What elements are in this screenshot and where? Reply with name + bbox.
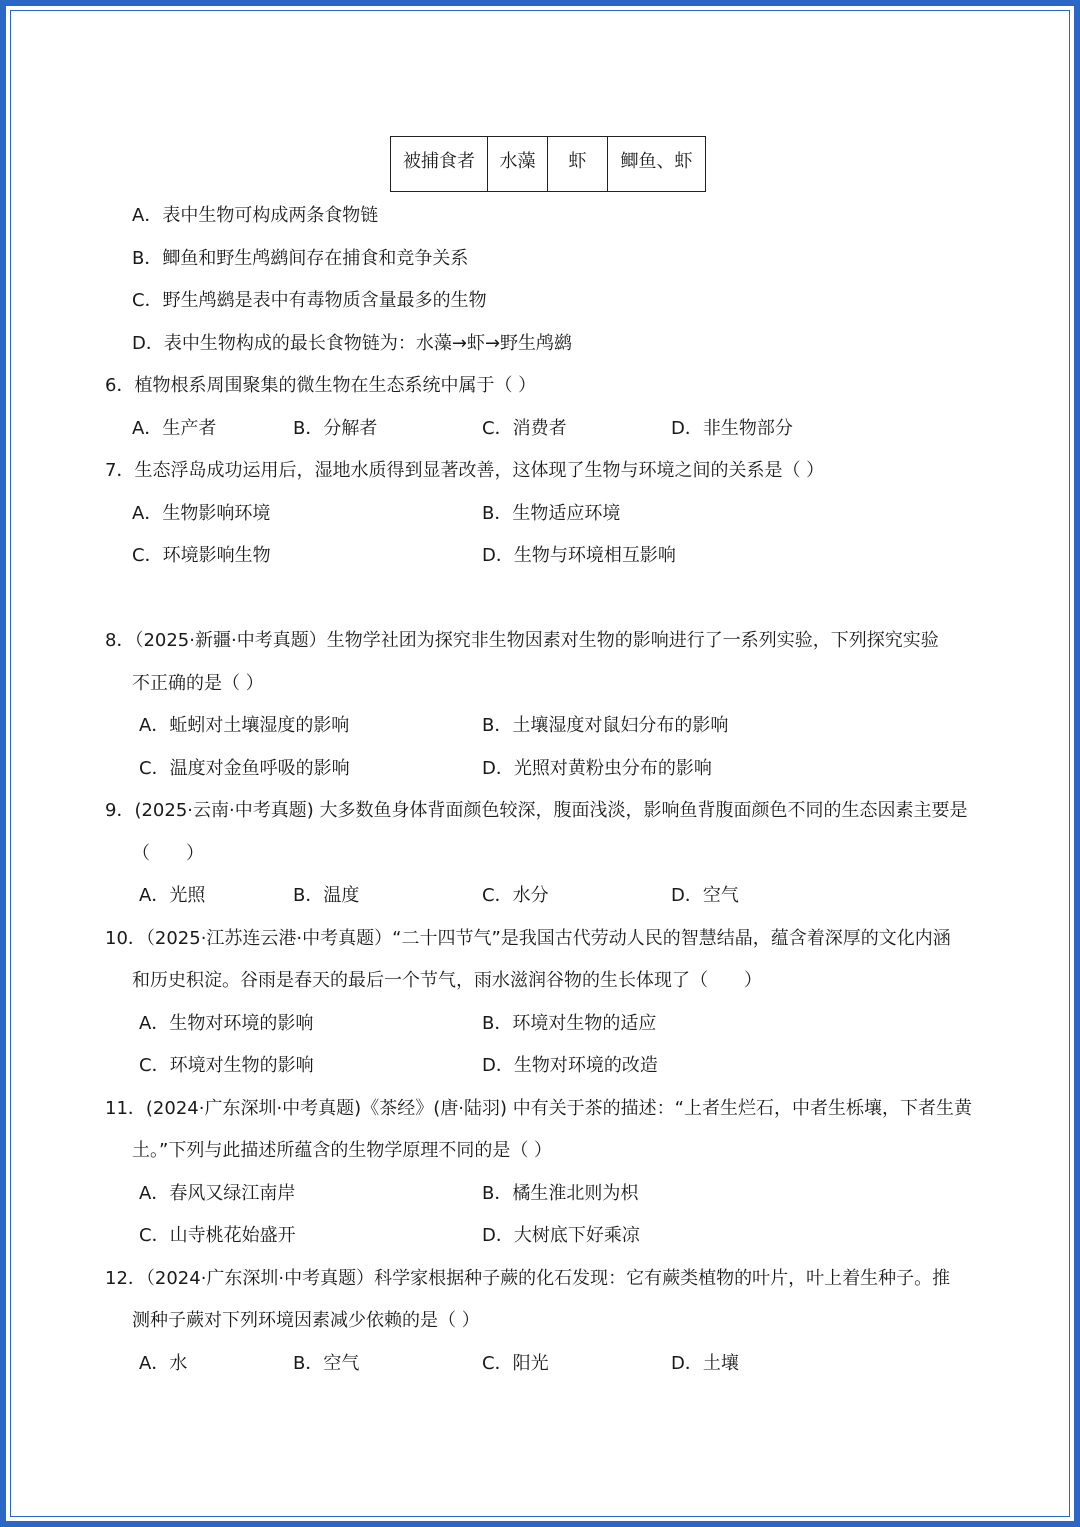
q8-option-a[interactable]: A．蚯蚓对土壤湿度的影响 bbox=[139, 715, 350, 736]
q11-option-c[interactable]: C．山寺桃花始盛开 bbox=[139, 1225, 296, 1246]
q8-stem-line2: 不正确的是（ ） bbox=[132, 673, 264, 694]
q7-stem: 7．生态浮岛成功运用后，湿地水质得到显著改善，这体现了生物与环境之间的关系是（ ） bbox=[105, 460, 825, 481]
q6-option-c[interactable]: C．消费者 bbox=[482, 418, 567, 439]
q12-stem-line1: 12．（2024·广东深圳·中考真题）科学家根据种子蕨的化石发现：它有蕨类植物的叶片，叶上着生种子。推 bbox=[105, 1268, 951, 1289]
q9-option-a[interactable]: A．光照 bbox=[139, 885, 206, 906]
q7-option-c[interactable]: C．环境影响生物 bbox=[132, 545, 271, 566]
q10-option-c[interactable]: C．环境对生物的影响 bbox=[139, 1055, 314, 1076]
q5-option-b[interactable]: B．鲫鱼和野生鸬鹚间存在捕食和竞争关系 bbox=[132, 248, 469, 269]
q10-option-d[interactable]: D．生物对环境的改造 bbox=[482, 1055, 658, 1076]
q8-option-b[interactable]: B．土壤湿度对鼠妇分布的影响 bbox=[482, 715, 729, 736]
q12-option-b[interactable]: B．空气 bbox=[293, 1353, 360, 1374]
q7-option-d[interactable]: D．生物与环境相互影响 bbox=[482, 545, 676, 566]
q8-option-c[interactable]: C．温度对金鱼呼吸的影响 bbox=[139, 758, 350, 779]
q9-option-d[interactable]: D．空气 bbox=[671, 885, 739, 906]
q11-stem-line2: 土。”下列与此描述所蕴含的生物学原理不同的是（ ） bbox=[132, 1140, 553, 1161]
q6-option-a[interactable]: A．生产者 bbox=[132, 418, 217, 439]
table-cell: 水藻 bbox=[488, 137, 548, 192]
q9-stem-line2: （ ） bbox=[132, 843, 204, 864]
q10-option-b[interactable]: B．环境对生物的适应 bbox=[482, 1013, 657, 1034]
q8-option-d[interactable]: D．光照对黄粉虫分布的影响 bbox=[482, 758, 712, 779]
q11-option-b[interactable]: B．橘生淮北则为枳 bbox=[482, 1183, 639, 1204]
q5-option-c[interactable]: C．野生鸬鹚是表中有毒物质含量最多的生物 bbox=[132, 290, 487, 311]
prey-table bbox=[390, 136, 706, 192]
table-cell: 虾 bbox=[548, 137, 608, 192]
q10-option-a[interactable]: A．生物对环境的影响 bbox=[139, 1013, 314, 1034]
q6-stem: 6．植物根系周围聚集的微生物在生态系统中属于（ ） bbox=[105, 375, 537, 396]
q11-option-d[interactable]: D．大树底下好乘凉 bbox=[482, 1225, 640, 1246]
q5-option-d[interactable]: D．表中生物构成的最长食物链为：水藻→虾→野生鸬鹚 bbox=[132, 333, 573, 354]
q12-option-c[interactable]: C．阳光 bbox=[482, 1353, 549, 1374]
table-cell: 被捕食者 bbox=[391, 137, 488, 192]
q10-stem-line2: 和历史积淀。谷雨是春天的最后一个节气，雨水滋润谷物的生长体现了（ ） bbox=[132, 970, 762, 991]
q9-option-b[interactable]: B．温度 bbox=[293, 885, 360, 906]
q12-option-a[interactable]: A．水 bbox=[139, 1353, 188, 1374]
q7-option-a[interactable]: A．生物影响环境 bbox=[132, 503, 271, 524]
q12-stem-line2: 测种子蕨对下列环境因素减少依赖的是（ ） bbox=[132, 1310, 480, 1331]
q12-option-d[interactable]: D．土壤 bbox=[671, 1353, 739, 1374]
q11-stem-line1: 11．(2024·广东深圳·中考真题)《茶经》(唐·陆羽) 中有关于茶的描述：“上者生烂石，中者生栎壤，下者生黄 bbox=[105, 1098, 973, 1119]
q6-option-b[interactable]: B．分解者 bbox=[293, 418, 378, 439]
q10-stem-line1: 10．（2025·江苏连云港·中考真题）“二十四节气”是我国古代劳动人民的智慧结晶，蕴含着深厚的文化内涵 bbox=[105, 928, 951, 949]
q11-option-a[interactable]: A．春风又绿江南岸 bbox=[139, 1183, 296, 1204]
table-cell: 鲫鱼、虾 bbox=[608, 137, 706, 192]
table-row bbox=[391, 137, 706, 192]
q6-option-d[interactable]: D．非生物部分 bbox=[671, 418, 793, 439]
q9-option-c[interactable]: C．水分 bbox=[482, 885, 549, 906]
q8-stem-line1: 8．（2025·新疆·中考真题）生物学社团为探究非生物因素对生物的影响进行了一系列实验，下列探究实验 bbox=[105, 630, 939, 651]
q9-stem-line1: 9．(2025·云南·中考真题) 大多数鱼身体背面颜色较深，腹面浅淡，影响鱼背腹面颜色不同的生态因素主要是 bbox=[105, 800, 968, 821]
q7-option-b[interactable]: B．生物适应环境 bbox=[482, 503, 621, 524]
q5-option-a[interactable]: A．表中生物可构成两条食物链 bbox=[132, 205, 379, 226]
